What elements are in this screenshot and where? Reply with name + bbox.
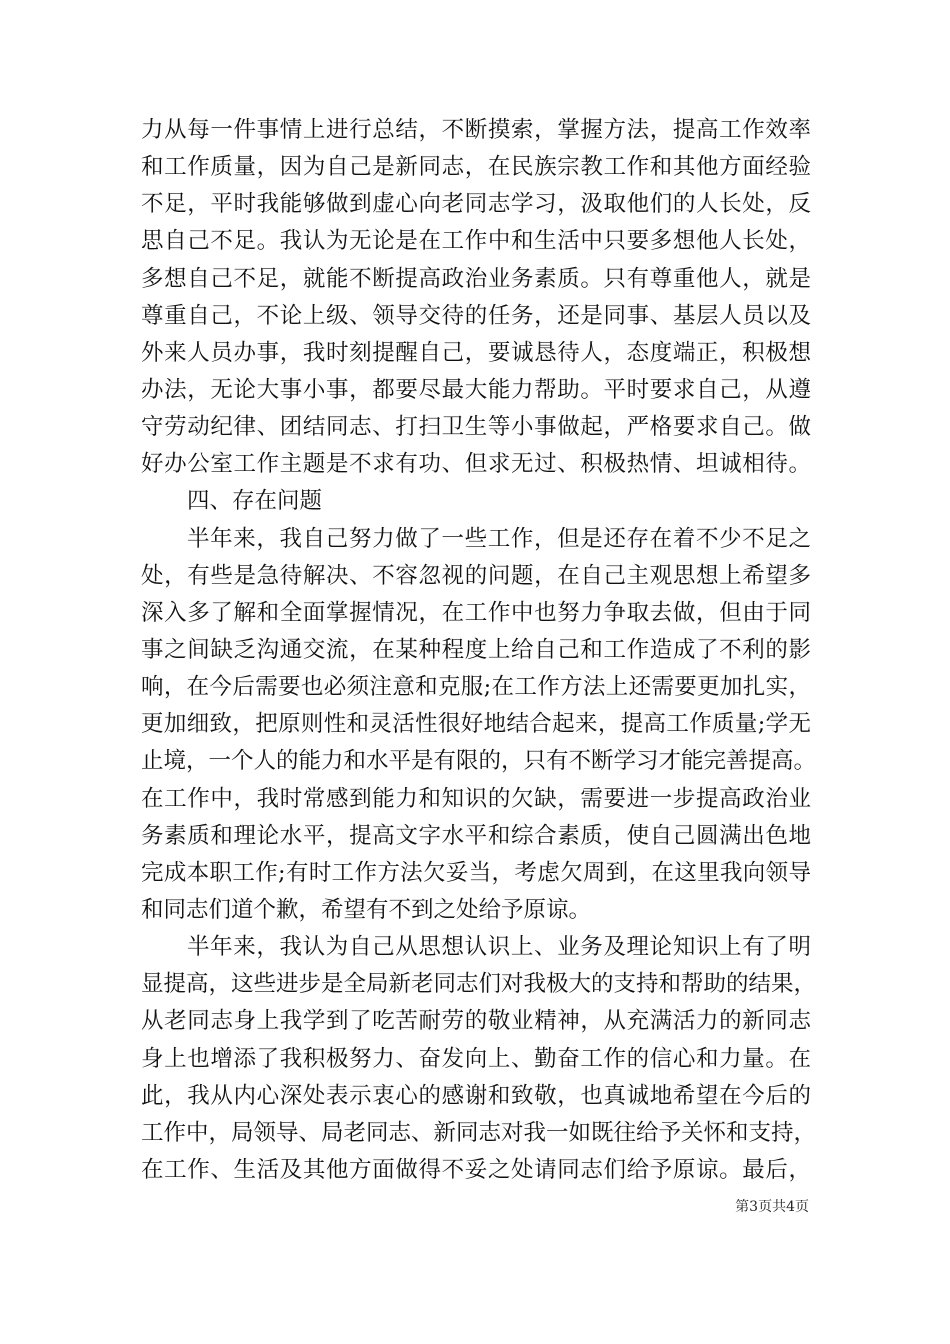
text-line: 半年来，我认为自己从思想认识上、业务及理论知识上有了明 bbox=[187, 934, 811, 961]
text-line: 好办公室工作主题是不求有功、但求无过、积极热情、坦诚相待。 bbox=[141, 451, 811, 478]
paragraph bbox=[141, 112, 811, 483]
text-line: 从老同志身上我学到了吃苦耐劳的敬业精神，从充满活力的新同志 bbox=[141, 1008, 811, 1035]
text-line: 多想自己不足，就能不断提高政治业务素质。只有尊重他人，就是 bbox=[141, 265, 811, 292]
text-line: 工作中，局领导、局老同志、新同志对我一如既往给予关怀和支持， bbox=[141, 1119, 817, 1146]
text-line: 尊重自己，不论上级、领导交待的任务，还是同事、基层人员以及 bbox=[141, 302, 811, 329]
text-line: 完成本职工作;有时工作方法欠妥当，考虑欠周到，在这里我向领导 bbox=[141, 859, 811, 886]
text-line: 半年来，我自己努力做了一些工作，但是还存在着不少不足之 bbox=[187, 525, 811, 552]
paragraph bbox=[141, 521, 817, 930]
text-line: 身上也增添了我积极努力、奋发向上、勤奋工作的信心和力量。在 bbox=[141, 1045, 811, 1072]
text-line: 更加细致，把原则性和灵活性很好地结合起来，提高工作质量;学无 bbox=[141, 711, 811, 738]
text-line: 响，在今后需要也必须注意和克服;在工作方法上还需要更加扎实， bbox=[141, 674, 811, 701]
text-line: 外来人员办事，我时刻提醒自己，要诚恳待人，态度端正，积极想 bbox=[141, 339, 811, 366]
text-line: 在工作、生活及其他方面做得不妥之处请同志们给予原谅。最后， bbox=[141, 1156, 811, 1183]
text-line: 深入多了解和全面掌握情况，在工作中也努力争取去做，但由于同 bbox=[141, 599, 811, 626]
text-line: 办法，无论大事小事，都要尽最大能力帮助。平时要求自己，从遵 bbox=[141, 376, 811, 403]
page-number: 第3页共4页 bbox=[735, 1199, 809, 1215]
text-line: 和同志们道个歉，希望有不到之处给予原谅。 bbox=[141, 896, 592, 923]
text-line: 止境，一个人的能力和水平是有限的，只有不断学习才能完善提高。 bbox=[141, 748, 817, 775]
text-line: 在工作中，我时常感到能力和知识的欠缺，需要进一步提高政治业 bbox=[141, 785, 811, 812]
document-body bbox=[141, 112, 817, 1189]
text-line: 四、存在问题 bbox=[187, 488, 323, 515]
text-line: 务素质和理论水平，提高文字水平和综合素质，使自己圆满出色地 bbox=[141, 822, 811, 849]
text-line: 事之间缺乏沟通交流，在某种程度上给自己和工作造成了不利的影 bbox=[141, 636, 811, 663]
text-line: 显提高，这些进步是全局新老同志们对我极大的支持和帮助的结果， bbox=[141, 971, 817, 998]
paragraph bbox=[141, 929, 817, 1189]
text-line: 不足，平时我能够做到虚心向老同志学习，汲取他们的人长处，反 bbox=[141, 191, 811, 218]
text-line: 此，我从内心深处表示衷心的感谢和致敬，也真诚地希望在今后的 bbox=[141, 1082, 811, 1109]
text-line: 力从每一件事情上进行总结，不断摸索，掌握方法，提高工作效率 bbox=[141, 117, 811, 143]
text-line: 思自己不足。我认为无论是在工作中和生活中只要多想他人长处， bbox=[141, 228, 811, 255]
section-heading bbox=[141, 483, 811, 520]
text-line: 处，有些是急待解决、不容忽视的问题，在自己主观思想上希望多 bbox=[141, 562, 811, 589]
text-line: 守劳动纪律、团结同志、打扫卫生等小事做起，严格要求自己。做 bbox=[141, 414, 811, 441]
text-line: 和工作质量，因为自己是新同志，在民族宗教工作和其他方面经验 bbox=[141, 154, 811, 181]
